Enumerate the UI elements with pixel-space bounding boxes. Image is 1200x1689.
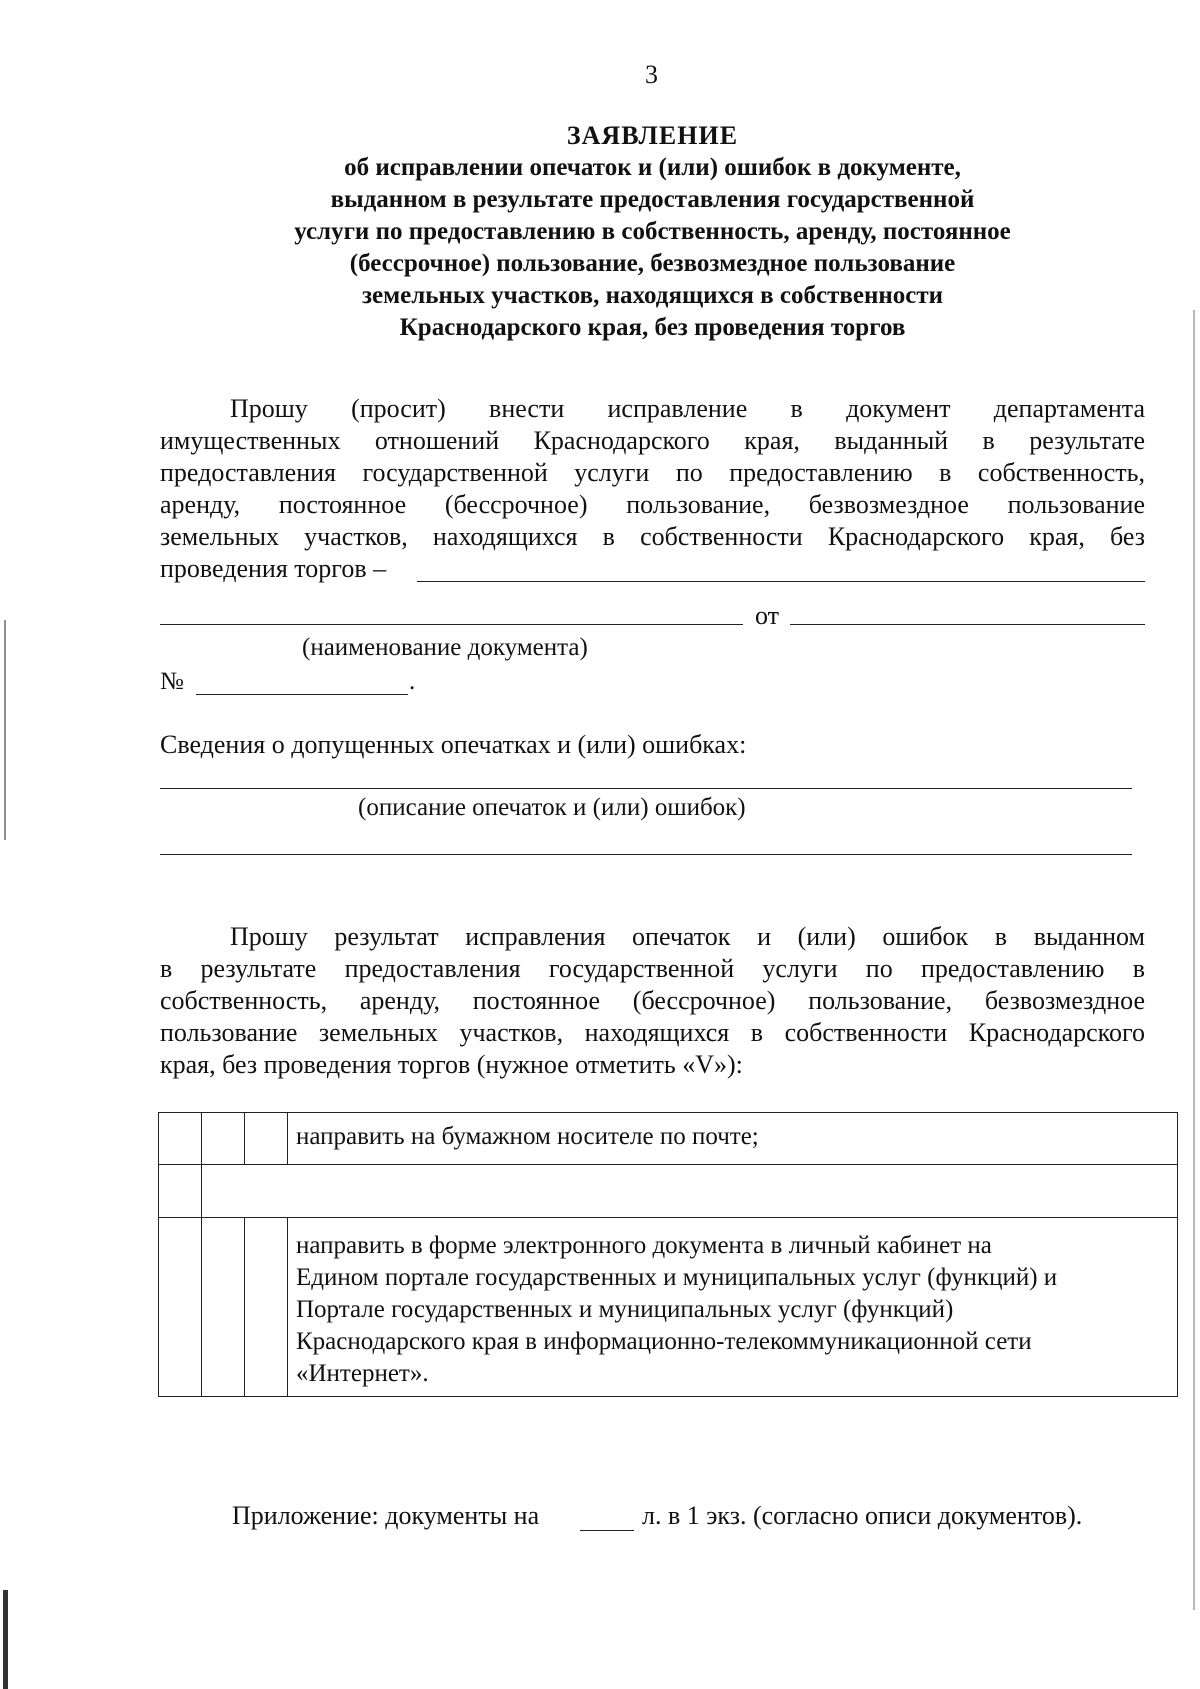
spacer-row (159, 1165, 1178, 1218)
scan-edge-mark (3, 1590, 8, 1689)
attachment-prefix: Приложение: документы на (232, 1501, 540, 1530)
from-label: от (755, 601, 780, 630)
option-checkbox[interactable] (245, 1113, 288, 1165)
title-line: (бессрочное) пользование, безвозмездное пользование (349, 250, 956, 277)
paragraph-line: аренду, постоянное (бессрочное) пользование, безвозмездное пользование (160, 490, 1145, 519)
option-label-line: «Интернет». (296, 1360, 429, 1387)
paragraph-line: Прошу результат исправления опечаток и (или) ошибок в выданном (230, 922, 1145, 951)
request-last-line-prefix: проведения торгов – (160, 554, 387, 583)
scan-edge-mark (4, 620, 6, 840)
request-paragraph (160, 393, 1145, 553)
delivery-option-row (159, 1218, 1178, 1397)
option-checkbox[interactable] (202, 1113, 245, 1165)
spacer-cell (202, 1165, 1178, 1218)
paragraph-line: имущественных отношений Краснодарского края, выданный в результате (160, 426, 1145, 455)
paragraph-line: земельных участков, находящихся в собственности Краснодарского края, без (160, 522, 1145, 551)
errors-description-field[interactable] (160, 762, 1132, 789)
document-name-caption: (наименование документа) (302, 634, 588, 661)
number-label: № (160, 668, 184, 695)
option-label-line: направить в форме электронного документа в личный кабинет на (296, 1232, 992, 1259)
attachment-pages-field[interactable] (580, 1502, 634, 1531)
title-line: выданном в результате предоставления государственной (330, 186, 975, 213)
errors-caption: (описание опечаток и (или) ошибок) (358, 794, 746, 821)
paragraph-line: пользование земельных участков, находящихся в собственности Краснодарского (160, 1018, 1145, 1047)
number-suffix: . (409, 668, 416, 695)
paragraph-line: собственность, аренду, постоянное (бессрочное) пользование, безвозмездное (160, 986, 1145, 1015)
title-line: Краснодарского края, без проведения торгов (399, 314, 906, 341)
result-last-line: края, без проведения торгов (нужное отметить «V»): (160, 1050, 743, 1079)
option-label-line: направить на бумажном носителе по почте; (296, 1123, 759, 1150)
document-name-field[interactable] (160, 594, 743, 625)
option-label-line: Портале государственных и муниципальных услуг (функций) (296, 1296, 954, 1323)
document-title (150, 120, 1155, 344)
option-label (288, 1218, 1178, 1397)
spacer-cell (159, 1165, 202, 1218)
title-line: земельных участков, находящихся в собственности (361, 282, 944, 309)
delivery-options-table (158, 1112, 1178, 1397)
document-number-field[interactable] (196, 664, 408, 695)
title-line: об исправлении опечаток и (или) ошибок в документе, (344, 154, 961, 181)
paragraph-line: предоставления государственной услуги по предоставлению в собственность, (160, 458, 1145, 487)
paragraph-line: Прошу (просит) внести исправление в документ департамента (230, 394, 1145, 423)
title-main: ЗАЯВЛЕНИЕ (566, 121, 739, 150)
option-checkbox[interactable] (159, 1218, 202, 1397)
option-checkbox[interactable] (245, 1218, 288, 1397)
option-label (288, 1113, 1178, 1165)
errors-label: Сведения о допущенных опечатках и (или) ошибках: (160, 730, 747, 759)
result-paragraph (160, 921, 1145, 1049)
page-number: 3 (645, 60, 658, 89)
document-date-field[interactable] (790, 594, 1145, 625)
title-line: услуги по предоставлению в собственность, аренду, постоянное (294, 218, 1011, 245)
attachment-suffix: л. в 1 экз. (согласно описи документов). (642, 1501, 1083, 1530)
document-type-field[interactable] (417, 551, 1145, 582)
option-checkbox[interactable] (159, 1113, 202, 1165)
delivery-option-row (159, 1113, 1178, 1165)
paragraph-line: в результате предоставления государственной услуги по предоставлению в (160, 954, 1145, 983)
scan-edge-mark (1193, 310, 1195, 1610)
errors-description-field-2[interactable] (160, 828, 1132, 855)
option-label-line: Едином портале государственных и муниципальных услуг (функций) и (296, 1264, 1058, 1291)
option-label-line: Краснодарского края в информационно-телекоммуникационной сети (296, 1328, 1032, 1355)
option-checkbox[interactable] (202, 1218, 245, 1397)
